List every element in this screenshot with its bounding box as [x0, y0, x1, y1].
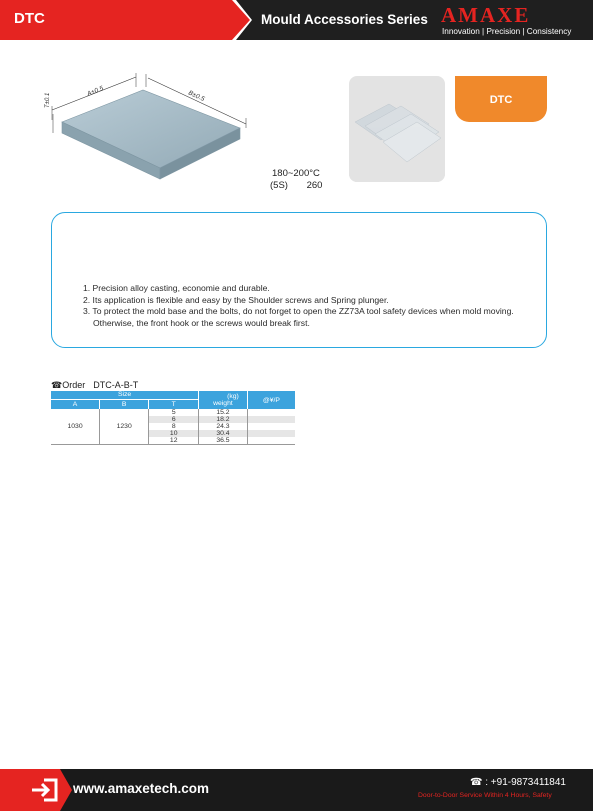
size-header: Size [51, 391, 199, 400]
dim-a-label: A±0.5 [86, 85, 105, 98]
col-t-header: T [149, 400, 199, 410]
t-value: 5 [149, 409, 199, 416]
brand-logo: AMAXE [441, 3, 531, 27]
t-value: 10 [149, 430, 199, 437]
footer-tagline: Door-to-Door Service Within 4 Hours, Safety [418, 792, 552, 799]
dim-t-label: T±0.1 [45, 92, 51, 108]
feature-item: 2. Its application is flexible and easy by the Shoulder screws and Spring plunger. [83, 294, 389, 305]
price-value [247, 423, 295, 430]
col-b-header: B [100, 400, 149, 410]
weight-value: 18.2 [199, 416, 248, 423]
t-value: 12 [149, 437, 199, 445]
page-title: DTC [14, 10, 45, 27]
price-value [247, 409, 295, 416]
product-badge: DTC [455, 76, 547, 122]
hardness-value: 260 [306, 180, 323, 191]
phone-icon: ☎ [470, 777, 483, 788]
t-value: 6 [149, 416, 199, 423]
t-value: 8 [149, 423, 199, 430]
table-row [51, 409, 295, 416]
weight-value: 15.2 [199, 409, 248, 416]
order-label: Order [62, 380, 86, 390]
order-code: DTC-A-B-T [93, 380, 139, 390]
plate-drawing [40, 70, 255, 185]
product-photo [349, 76, 445, 182]
a-value: 1030 [51, 409, 100, 445]
price-value [247, 416, 295, 423]
order-table [51, 391, 295, 445]
weight-value: 36.5 [199, 437, 248, 445]
feature-list [83, 283, 543, 329]
dim-b-label: B±0.5 [187, 89, 206, 103]
brand-tagline: Innovation | Precision | Consistency [442, 27, 572, 36]
price-value [247, 437, 295, 445]
footer-accent [0, 769, 72, 811]
price-value [247, 430, 295, 437]
series-title: Mould Accessories Series [261, 12, 428, 27]
feature-item: 3. To protect the mold base and the bolts, do not forget to open the ZZ73A tool safety devices when mold moving. Otherwise, the front hook or the screws would break first. [83, 306, 514, 328]
weight-value: 30.4 [199, 430, 248, 437]
weight-unit: (kg) [227, 393, 239, 400]
website-link[interactable]: www.amaxetech.com [73, 781, 210, 796]
weight-header: (kg) weight [199, 391, 248, 409]
hardness-label: (5S) [270, 180, 288, 191]
login-icon [30, 778, 60, 802]
phone-icon: ☎ [51, 380, 63, 390]
feature-item: 1. Precision alloy casting, economie and durable. [83, 283, 270, 293]
order-line [51, 380, 138, 391]
plate-top-face [62, 90, 240, 168]
price-header: @¥/P [247, 391, 295, 409]
col-a-header: A [51, 400, 100, 410]
hardness-spec [270, 180, 322, 191]
phone-number: ☎ : +91-9873411841 [470, 777, 566, 788]
temperature-spec: 180~200°C [272, 168, 320, 179]
b-value: 1230 [100, 409, 149, 445]
weight-value: 24.3 [199, 423, 248, 430]
